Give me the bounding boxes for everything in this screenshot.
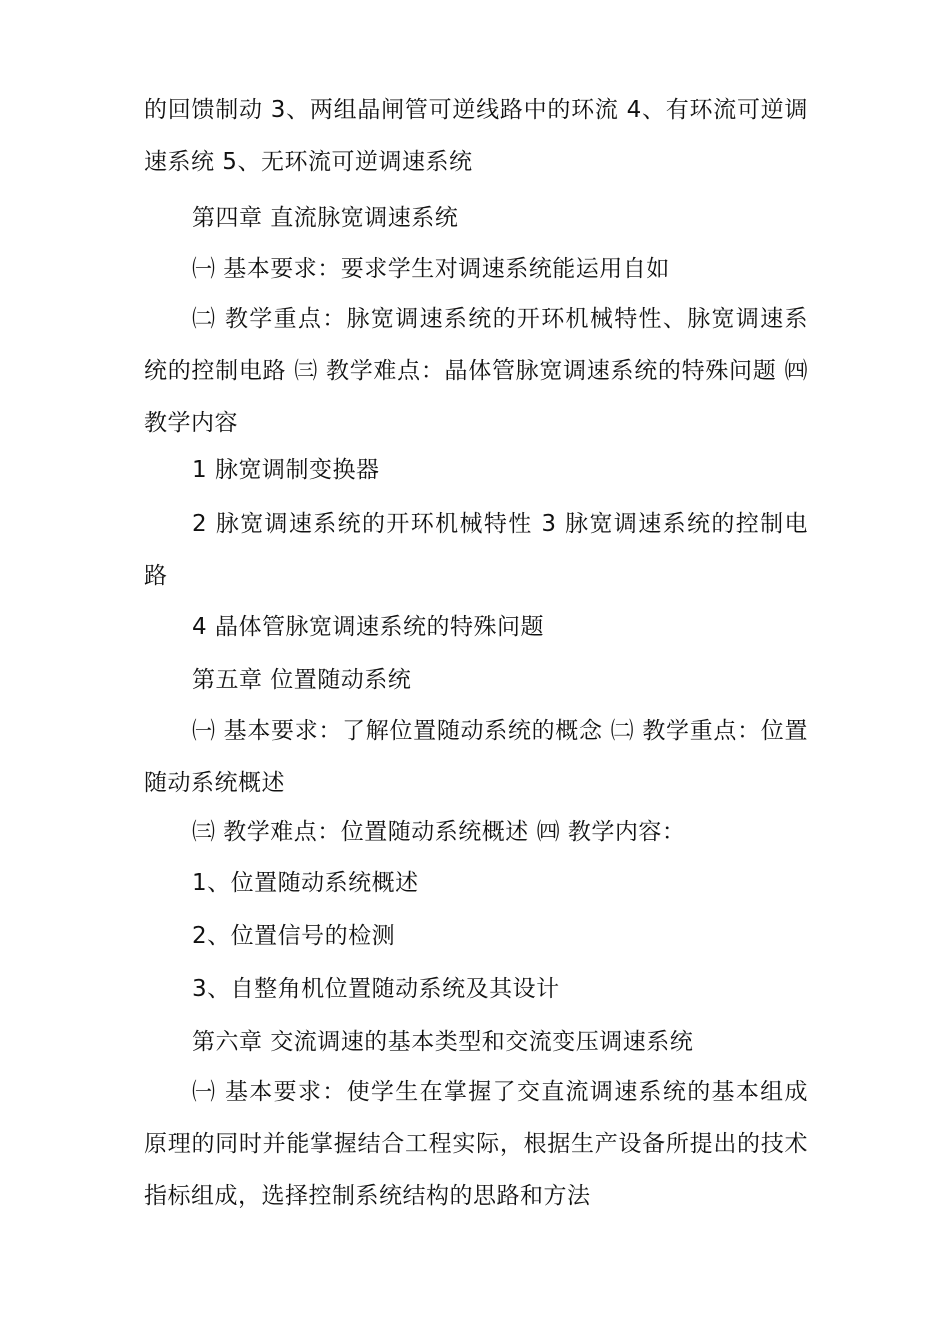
chapter-5-content-item-2: 2、位置信号的检测 xyxy=(192,923,396,949)
paragraph-feedback-braking: 的回馈制动 3、两组晶闸管可逆线路中的环流 4、有环流可逆调速系统 5、无环流可逆调速系统 xyxy=(144,97,808,175)
chapter-5-heading: 第五章 位置随动系统 xyxy=(192,667,412,693)
chapter-4-content-item-4: 4 晶体管脉宽调速系统的特殊问题 xyxy=(192,614,544,640)
chapter-4-content-items-2-3: 2 脉宽调速系统的开环机械特性 3 脉宽调速系统的控制电路 xyxy=(144,511,808,589)
chapter-5-content-item-1: 1、位置随动系统概述 xyxy=(192,870,419,896)
chapter-4-heading: 第四章 直流脉宽调速系统 xyxy=(192,205,459,231)
chapter-4-content-item-1: 1 脉宽调制变换器 xyxy=(192,457,380,483)
chapter-5-difficult-points-and-content: ㈢ 教学难点：位置随动系统概述 ㈣ 教学内容： xyxy=(192,819,686,845)
chapter-5-requirements-and-key-points: ㈠ 基本要求：了解位置随动系统的概念 ㈡ 教学重点：位置随动系统概述 xyxy=(144,718,808,796)
chapter-6-basic-requirements: ㈠ 基本要求：使学生在掌握了交直流调速系统的基本组成原理的同时并能掌握结合工程实际，根据生产设备所提出的技术指标组成，选择控制系统结构的思路和方法 xyxy=(144,1079,808,1209)
chapter-6-heading: 第六章 交流调速的基本类型和交流变压调速系统 xyxy=(192,1029,694,1055)
chapter-5-content-item-3: 3、自整角机位置随动系统及其设计 xyxy=(192,976,560,1002)
chapter-4-basic-requirements: ㈠ 基本要求：要求学生对调速系统能运用自如 xyxy=(192,256,670,282)
chapter-4-key-and-difficult-points: ㈡ 教学重点：脉宽调速系统的开环机械特性、脉宽调速系统的控制电路 ㈢ 教学难点：晶体管脉宽调速系统的特殊问题 ㈣ 教学内容 xyxy=(144,306,808,436)
